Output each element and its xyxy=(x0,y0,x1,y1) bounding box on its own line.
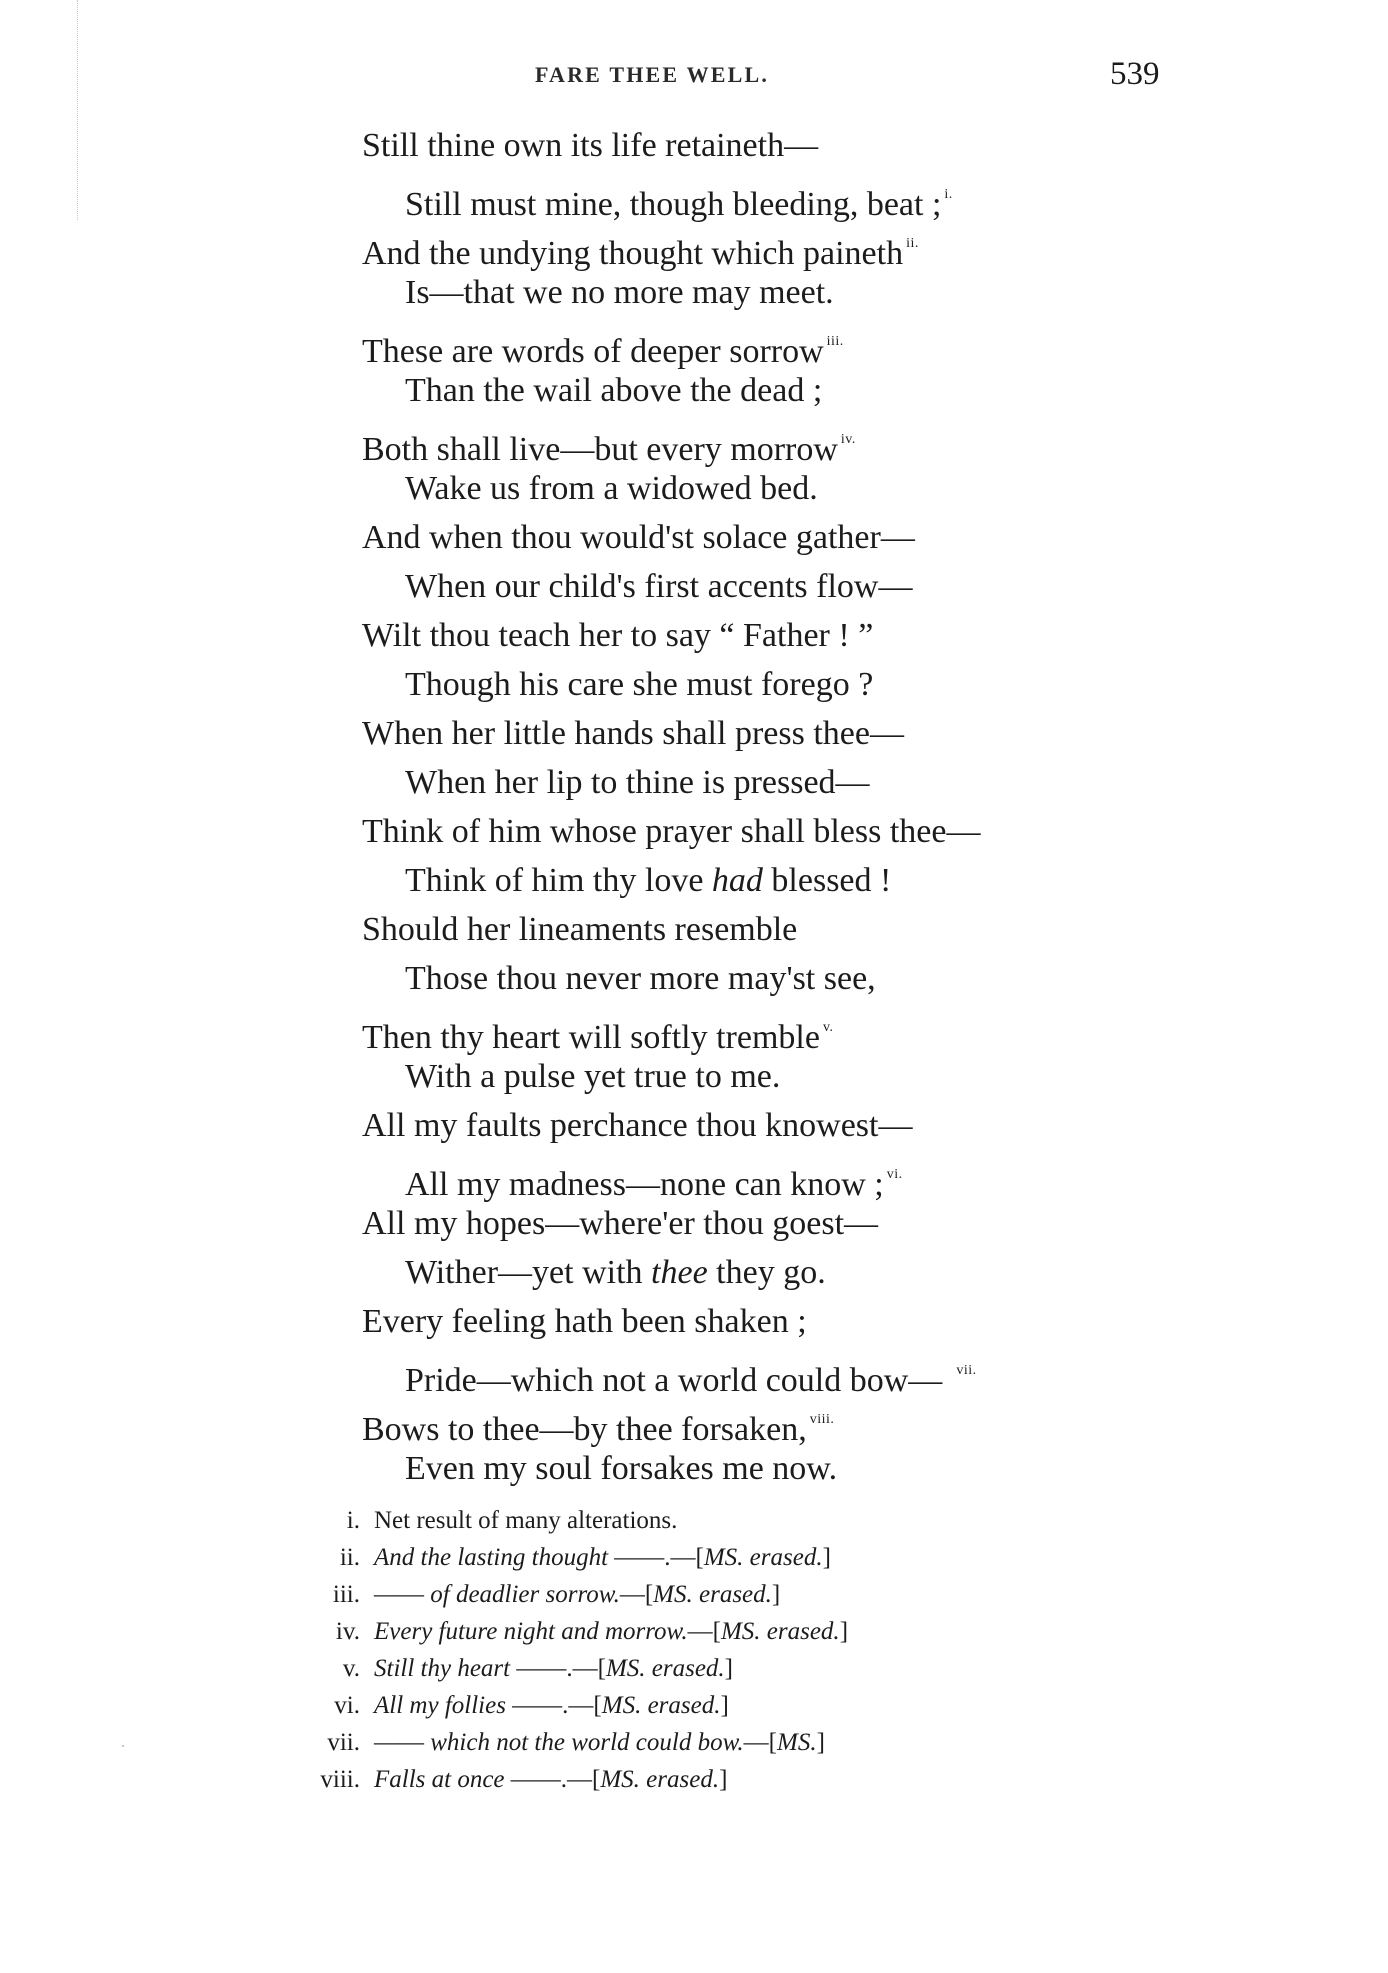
poem-line: Pride—which not a world could bow— $^{vii.}$ xyxy=(405,1362,977,1399)
poem-line: And when thou would'st solace gather— xyxy=(362,519,915,556)
footnote-ref: ii. xyxy=(906,236,919,251)
footnote-ref: vii. xyxy=(956,1363,977,1378)
poem-line: With a pulse yet true to me. xyxy=(405,1058,781,1095)
footnote-mark: viii. xyxy=(320,1766,360,1793)
footnote-mark: iii. xyxy=(332,1581,360,1608)
poem-line: When her lip to thine is pressed— xyxy=(405,764,870,801)
poem-line: Wither—yet with thee they go. xyxy=(405,1254,826,1291)
footnote-ref: viii. xyxy=(809,1412,835,1427)
poem-line: When our child's first accents flow— xyxy=(405,568,913,605)
footnote-ref: iv. xyxy=(840,432,856,447)
poem-line: Those thou never more may'st see, xyxy=(405,960,876,997)
poem-line: Is—that we no more may meet. xyxy=(405,274,834,311)
poem-line: When her little hands shall press thee— xyxy=(362,715,904,752)
poem-line: These are words of deeper sorrow $^{iii.}$ xyxy=(362,333,844,370)
poem-line: Both shall live—but every morrow $^{iv.}$ xyxy=(362,431,856,468)
poem-line: And the undying thought which paineth $^{ii.}$ xyxy=(362,235,919,272)
poem-line: Though his care she must forego ? xyxy=(405,666,874,703)
footnote: v. Still thy heart ——.—[MS. erased.] xyxy=(300,1653,733,1685)
poem-line: Think of him thy love had blessed ! xyxy=(405,862,892,899)
footnote-mark: i. xyxy=(346,1507,360,1534)
footnote-mark: vii. xyxy=(327,1729,360,1756)
footnote: vii. —— which not the world could bow.—[MS.] xyxy=(300,1727,825,1759)
footnote-ref: iii. xyxy=(826,334,844,349)
poem-line: Still thine own its life retaineth— xyxy=(362,127,819,164)
poem-line: All my hopes—where'er thou goest— xyxy=(362,1205,879,1242)
footnote: viii. Falls at once ——.—[MS. erased.] xyxy=(300,1764,727,1796)
poem-line: Think of him whose prayer shall bless thee— xyxy=(362,813,981,850)
scan-speck xyxy=(122,1745,124,1747)
poem-line: Should her lineaments resemble xyxy=(362,911,798,948)
footnote: vi. All my follies ——.—[MS. erased.] xyxy=(300,1690,729,1722)
poem-line: Wilt thou teach her to say “ Father ! ” xyxy=(362,617,874,654)
footnote-mark: vi. xyxy=(334,1692,360,1719)
poem-line: Bows to thee—by thee forsaken, $^{viii.}$ xyxy=(362,1411,835,1448)
footnote: i. Net result of many alterations. xyxy=(300,1505,677,1537)
emphasis: thee xyxy=(651,1254,708,1291)
footnote-mark: v. xyxy=(342,1655,360,1682)
footnote: iv. Every future night and morrow.—[MS. erased.] xyxy=(300,1616,848,1648)
page-number: 539 xyxy=(1110,56,1160,92)
footnote-ref: v. xyxy=(822,1020,834,1035)
emphasis: had xyxy=(711,862,763,899)
poem-line: Even my soul forsakes me now. xyxy=(405,1450,838,1487)
poem-line: Wake us from a widowed bed. xyxy=(405,470,818,507)
poem-line: All my madness—none can know ; $^{vi.}$ xyxy=(405,1166,903,1203)
footnote-mark: iv. xyxy=(335,1618,360,1645)
running-head-title: FARE THEE WELL. xyxy=(535,62,770,87)
poem-line: Still must mine, though bleeding, beat ; $^{i.}$ xyxy=(405,186,953,223)
poem-line: Every feeling hath been shaken ; xyxy=(362,1303,807,1340)
footnote-mark: ii. xyxy=(339,1544,360,1571)
footnote: iii. —— of deadlier sorrow.—[MS. erased.] xyxy=(300,1579,780,1611)
poem-line: All my faults perchance thou knowest— xyxy=(362,1107,913,1144)
poem-line: Then thy heart will softly tremble $^{v.}$ xyxy=(362,1019,834,1056)
scan-edge-mark xyxy=(77,0,79,220)
footnote: ii. And the lasting thought ——.—[MS. erased.] xyxy=(300,1542,831,1574)
footnote-ref: i. xyxy=(944,187,953,202)
footnote-ref: vi. xyxy=(886,1167,903,1182)
poem-line: Than the wail above the dead ; xyxy=(405,372,823,409)
